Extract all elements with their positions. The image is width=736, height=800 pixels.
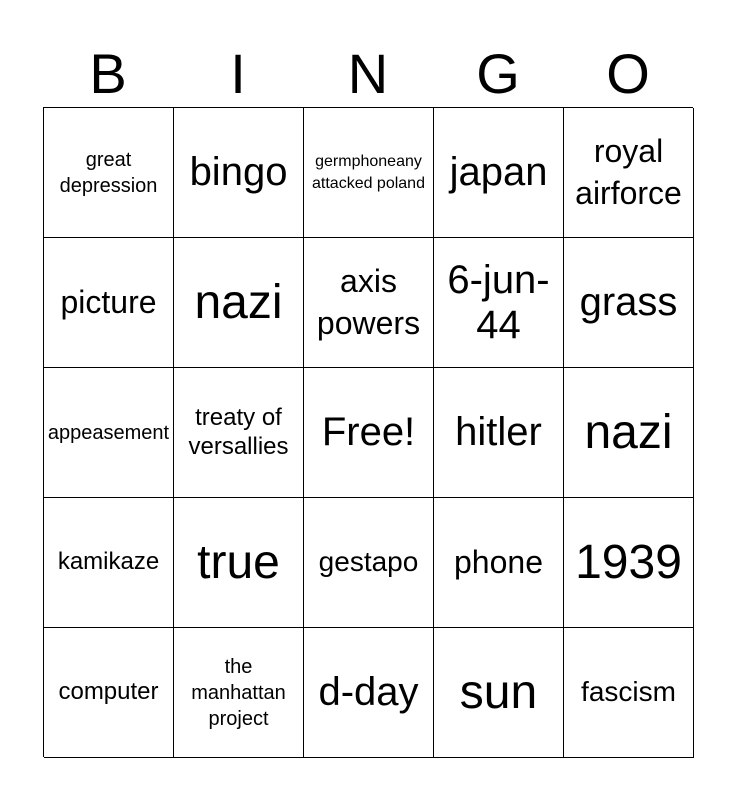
- cell-text: japan: [449, 150, 548, 195]
- bingo-cell[interactable]: [564, 498, 694, 628]
- bingo-cell[interactable]: [174, 498, 304, 628]
- cell-text: bingo: [189, 150, 288, 195]
- bingo-cell[interactable]: [564, 368, 694, 498]
- header-letter-i: I: [230, 42, 246, 105]
- cell-text: computer: [58, 678, 159, 706]
- header-letter-n: N: [347, 42, 389, 105]
- bingo-cell[interactable]: [44, 108, 174, 238]
- bingo-cell[interactable]: [434, 368, 564, 498]
- cell-text: Free!: [321, 410, 416, 455]
- cell-text: 1939: [575, 535, 682, 589]
- bingo-cell[interactable]: [564, 108, 694, 238]
- bingo-cell[interactable]: [434, 628, 564, 758]
- cell-text: sun: [459, 665, 538, 719]
- cell-text: 6-jun-44: [447, 257, 550, 347]
- cell-text: nazi: [194, 275, 283, 329]
- bingo-header: [43, 40, 693, 108]
- cell-text: royal airforce: [575, 132, 682, 211]
- cell-text: phone: [454, 543, 543, 580]
- cell-text: picture: [60, 283, 157, 320]
- cell-text: gestapo: [318, 546, 419, 578]
- free-space-cell[interactable]: [304, 368, 434, 498]
- bingo-cell[interactable]: [44, 498, 174, 628]
- bingo-cell[interactable]: [304, 628, 434, 758]
- header-letter-b: B: [89, 42, 127, 105]
- header-letter-o: O: [606, 42, 650, 105]
- bingo-cell[interactable]: [434, 238, 564, 368]
- bingo-cell[interactable]: [44, 628, 174, 758]
- cell-text: hitler: [455, 410, 542, 455]
- cell-text: d-day: [318, 670, 419, 715]
- bingo-cell[interactable]: [44, 238, 174, 368]
- bingo-cell[interactable]: [564, 628, 694, 758]
- bingo-cell[interactable]: [304, 238, 434, 368]
- bingo-cell[interactable]: [174, 628, 304, 758]
- cell-text: germphoneany attacked poland: [312, 152, 425, 192]
- cell-text: grass: [579, 280, 678, 325]
- cell-text: treaty of versallies: [188, 403, 289, 460]
- bingo-cell[interactable]: [174, 108, 304, 238]
- bingo-cell[interactable]: [304, 108, 434, 238]
- bingo-cell[interactable]: [44, 368, 174, 498]
- bingo-cell[interactable]: [434, 108, 564, 238]
- cell-text: great depression: [59, 148, 158, 197]
- bingo-cell[interactable]: [174, 368, 304, 498]
- cell-text: kamikaze: [57, 548, 160, 576]
- bingo-cell[interactable]: [434, 498, 564, 628]
- cell-text: true: [197, 535, 280, 589]
- bingo-card: [43, 107, 693, 757]
- cell-text: axis powers: [316, 262, 421, 341]
- header-letter-g: G: [476, 42, 520, 105]
- cell-text: fascism: [581, 676, 676, 708]
- bingo-cell[interactable]: [564, 238, 694, 368]
- cell-text: appeasement: [47, 421, 170, 444]
- bingo-cell[interactable]: [304, 498, 434, 628]
- cell-text: the manhattan project: [191, 655, 286, 730]
- bingo-cell[interactable]: [174, 238, 304, 368]
- cell-text: nazi: [584, 405, 673, 459]
